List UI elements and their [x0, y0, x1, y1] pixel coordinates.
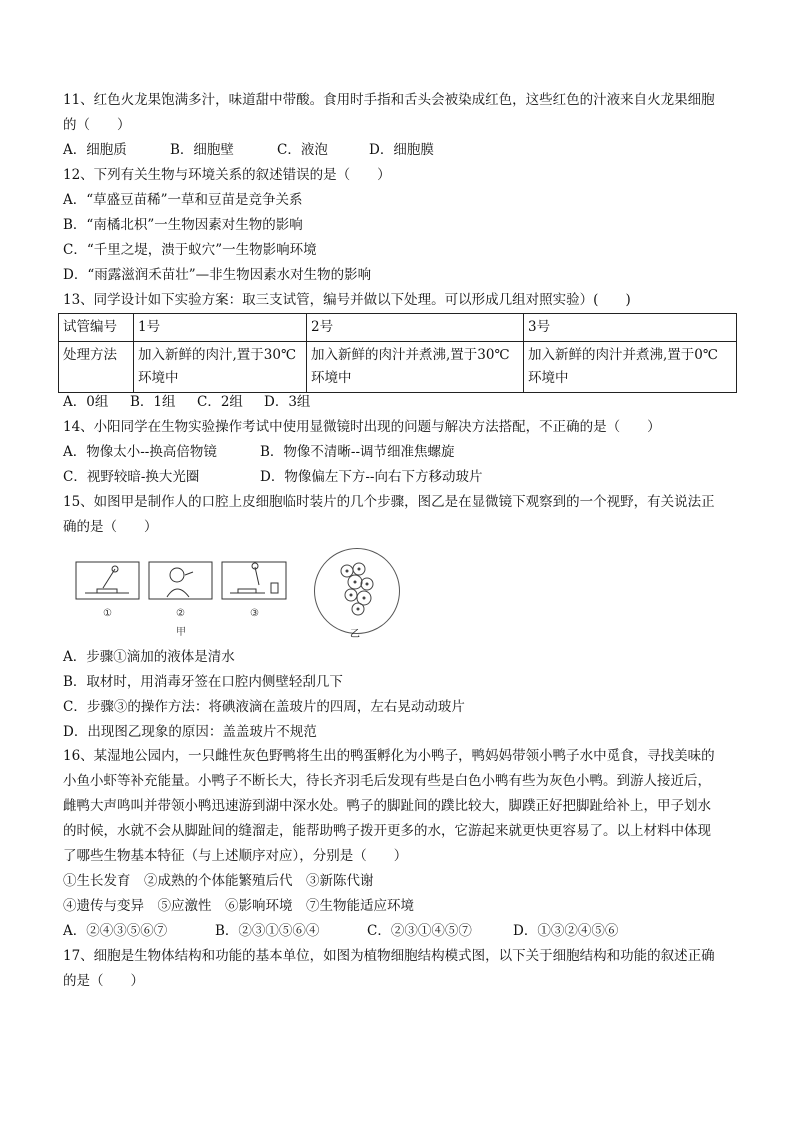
option-c: C．2组 — [197, 394, 243, 410]
table-cell: 加入新鲜的肉汁并煮沸,置于30℃ 环境中 — [307, 342, 524, 393]
option-d: D．3组 — [264, 394, 311, 410]
table-row — [59, 342, 737, 393]
q11-stem-line2: 的（ ） — [63, 117, 131, 133]
figure-jia-label: 甲 — [176, 627, 186, 638]
figure-jia — [75, 555, 305, 644]
option-b: B．②③①⑤⑥④ — [215, 923, 320, 939]
step-label: ② — [176, 608, 185, 619]
table-header: 2号 — [307, 314, 524, 342]
q16-stem-line3: 雌鸭大声鸣叫并带领小鸭迅速游到湖中深水处。鸭子的脚趾间的蹼比较大，脚蹼正好把脚趾给补上，甲子划水 — [63, 798, 711, 814]
table-header: 试管编号 — [59, 314, 134, 342]
option-a: A．0组 — [63, 394, 109, 410]
q15-stem-line2: 确的是（ ） — [63, 519, 158, 535]
clustered-cells-icon — [315, 549, 399, 633]
q13-stem: 13、同学设计如下实验方案：取三支试管，编号并做以下处理。可以形成几组对照实验）( ) — [63, 292, 631, 308]
q14-options-row2 — [63, 468, 482, 486]
q15-option-d: D．出现图乙现象的原因：盖盖玻片不规范 — [63, 724, 317, 740]
q13-options — [63, 393, 310, 411]
option-b: B．物像不清晰--调节细准焦螺旋 — [260, 444, 455, 460]
option-c: C．②③①④⑤⑦ — [367, 923, 472, 939]
step-label: ③ — [250, 608, 259, 619]
table-row-label: 处理方法 — [59, 342, 134, 393]
q12-stem: 12、下列有关生物与环境关系的叙述错误的是（ ） — [63, 167, 391, 183]
q16-stem-line4: 的时候，水就不会从脚趾间的缝溜走，能帮助鸭子拨开更多的水，它游起来就更快更容易了。以上材料中体现 — [63, 823, 711, 839]
q16-stem-line2: 小鱼小虾等补充能量。小鸭子不断长大，待长齐羽毛后发现有些是白色小鸭有些为灰色小鸭。到游人接近后， — [63, 773, 711, 789]
cell-slide-steps-illustration — [75, 555, 305, 640]
option-d: D．物像偏左下方--向右下方移动玻片 — [260, 469, 483, 485]
option-c: C．视野较暗-换大光圈 — [63, 469, 200, 485]
option-a: A．物像太小--换高倍物镜 — [63, 444, 217, 460]
figure-yi-microscope-view — [314, 548, 400, 634]
q15-stem-line1: 15、如图甲是制作人的口腔上皮细胞临时装片的几个步骤，图乙是在显微镜下观察到的一个视野，有关说法正 — [63, 494, 715, 510]
option-c: C．液泡 — [277, 142, 328, 158]
q12-option-c: C．“千里之堤，溃于蚁穴”一生物影响环境 — [63, 242, 317, 258]
option-a: A．细胞质 — [63, 142, 127, 158]
table-cell: 加入新鲜的肉汁并煮沸,置于0℃ 环境中 — [524, 342, 737, 393]
q15-option-a: A．步骤①滴加的液体是清水 — [63, 649, 235, 665]
q14-options-row1 — [63, 443, 455, 461]
q16-options — [63, 922, 618, 940]
q15-option-c: C．步骤③的操作方法：将碘液滴在盖玻片的四周，左右晃动动玻片 — [63, 699, 465, 715]
q11-stem-line1: 11、红色火龙果饱满多汁，味道甜中带酸。食用时手指和舌头会被染成红色，这些红色的汁液来自火龙果细胞 — [63, 92, 715, 108]
q12-option-b: B．“南橘北枳”一生物因素对生物的影响 — [63, 217, 303, 233]
figure-yi-label: 乙 — [350, 629, 360, 640]
option-b: B．细胞壁 — [170, 142, 234, 158]
q16-items-line1: ①生长发育 ②成熟的个体能繁殖后代 ③新陈代谢 — [63, 873, 374, 889]
table-header-row — [59, 314, 737, 342]
table-header: 3号 — [524, 314, 737, 342]
option-d: D．①③②④⑤⑥ — [513, 923, 619, 939]
q11-options — [63, 141, 434, 159]
q17-stem-line2: 的是（ ） — [63, 973, 144, 989]
option-d: D．细胞膜 — [369, 142, 434, 158]
option-a: A．②④③⑤⑥⑦ — [63, 923, 168, 939]
q13-table — [58, 313, 737, 393]
table-header: 1号 — [134, 314, 307, 342]
q12-option-a: A．“草盛豆苗稀”一草和豆苗是竞争关系 — [63, 192, 303, 208]
table-cell: 加入新鲜的肉汁,置于30℃ 环境中 — [134, 342, 307, 393]
step-label: ① — [103, 608, 112, 619]
q17-stem-line1: 17、细胞是生物体结构和功能的基本单位，如图为植物细胞结构模式图，以下关于细胞结构和功能的叙述正确 — [63, 948, 715, 964]
q16-items-line2: ④遗传与变异 ⑤应激性 ⑥影响环境 ⑦生物能适应环境 — [63, 898, 414, 914]
q16-stem-line1: 16、某湿地公园内，一只雌性灰色野鸭将生出的鸭蛋孵化为小鸭子，鸭妈妈带领小鸭子水中觅食，寻找美味的 — [63, 748, 715, 764]
q16-stem-line5: 了哪些生物基本特征（与上述顺序对应），分别是（ ） — [63, 848, 408, 864]
q15-option-b: B．取材时，用消毒牙签在口腔内侧壁轻刮几下 — [63, 674, 343, 690]
option-b: B．1组 — [130, 394, 176, 410]
q14-stem: 14、小阳同学在生物实验操作考试中使用显微镜时出现的问题与解决方法搭配，不正确的是（ ） — [63, 419, 661, 435]
q12-option-d: D．“雨露滋润禾苗壮”—非生物因素水对生物的影响 — [63, 267, 372, 283]
